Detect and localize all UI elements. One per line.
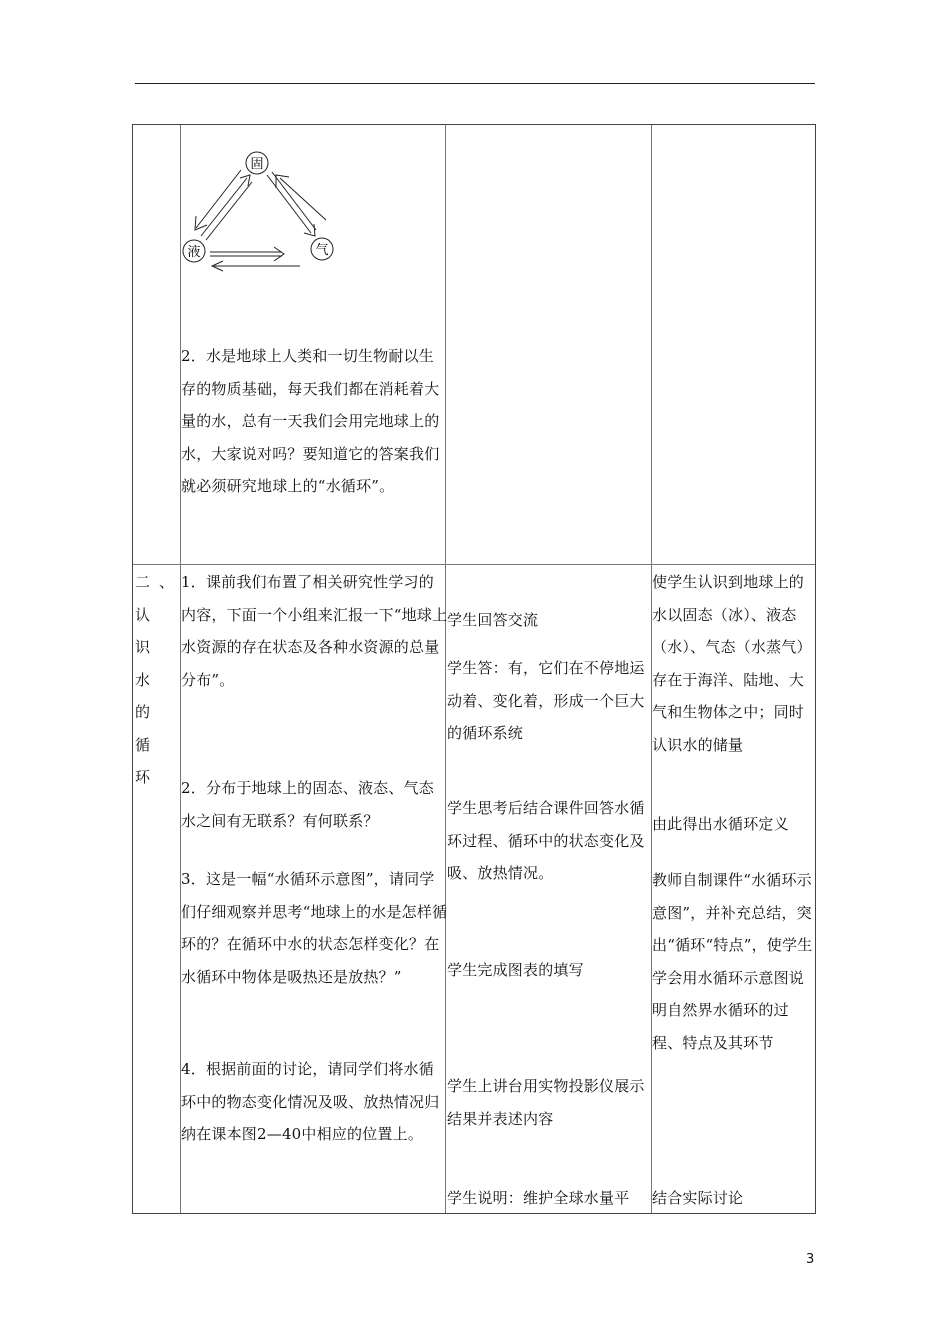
liquid-to-solid-arrow [201, 175, 252, 240]
state-change-diagram [178, 148, 346, 274]
gas-label: 气 [315, 243, 329, 258]
student-item: 学生上讲台用实物投影仪展示结果并表述内容 [447, 1077, 645, 1128]
purpose-item: 结合实际讨论 [652, 1189, 744, 1207]
purpose-item: 教师自制课件“水循环示意图”，并补充总结，突出“循环“特点”，使学生学会用水循环示意图说明自然界水循环的过程、特点及其环节 [652, 871, 813, 1052]
student-item: 学生说明：维护全球水量平 [447, 1189, 630, 1207]
student-item: 学生思考后结合课件回答水循环过程、循环中的状态变化及吸、放热情况。 [447, 799, 645, 882]
teacher-item: 3．这是一幅“水循环示意图”，请同学们仔细观察并思考“地球上的水是怎样循环的？在循环中水的状态怎样变化？在水循环中物体是吸热还是放热？” [181, 870, 448, 986]
solid-to-liquid-arrow [195, 170, 241, 230]
section-label: 二、认识水的循环 [135, 573, 184, 786]
row-divider [133, 564, 815, 565]
student-item: 学生答：有，它们在不停地运动着、变化着，形成一个巨大的循环系统 [447, 659, 645, 742]
student-item: 学生完成图表的填写 [447, 961, 584, 979]
liquid-label: 液 [187, 245, 201, 260]
teacher-item: 2．分布于地球上的固态、液态、气态水之间有无联系？有何联系？ [181, 779, 434, 830]
gas-to-liquid-arrow [212, 261, 300, 271]
page-number: 3 [806, 1252, 815, 1267]
header-rule [135, 83, 815, 84]
student-item: 学生回答交流 [447, 611, 539, 629]
teacher-item: 4．根据前面的讨论，请同学们将水循环中的物态变化情况及吸、放热情况归纳在课本图2—40中相应的位置上。 [181, 1060, 440, 1143]
purpose-item: 由此得出水循环定义 [652, 815, 789, 833]
intro-paragraph: 2．水是地球上人类和一切生物耐以生存的物质基础，每天我们都在消耗着大量的水，总有一天我们会用完地球上的水，大家说对吗？要知道它的答案我们就必须研究地球上的“水循环”。 [181, 347, 440, 495]
liquid-to-gas-arrow [210, 247, 284, 261]
purpose-item: 使学生认识到地球上的水以固态（冰）、液态（水）、气态（水蒸气）存在于海洋、陆地、大气和生物体之中；同时认识水的储量 [652, 573, 812, 754]
teacher-item: 1．课前我们布置了相关研究性学习的内容，下面一个小组来汇报一下“地球上水资源的存在状态及各种水资源的总量分布”。 [181, 573, 448, 689]
solid-label: 固 [250, 157, 264, 172]
